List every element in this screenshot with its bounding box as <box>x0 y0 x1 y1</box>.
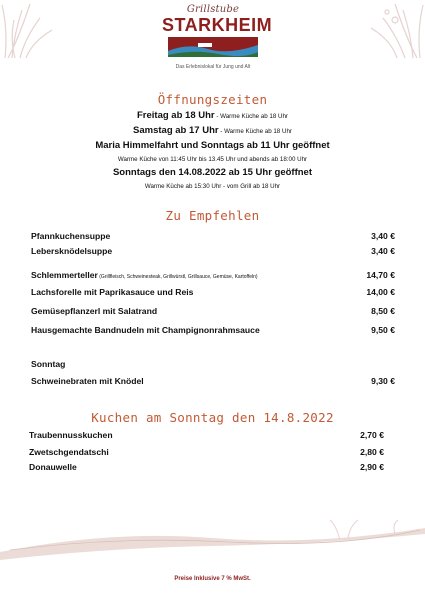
menu-item-name: Schlemmerteller <box>31 270 98 280</box>
hours-line <box>0 152 425 165</box>
logo <box>162 4 273 80</box>
cake-item-price: 2,90 € <box>360 462 384 472</box>
logo-top-text: Grillstube <box>186 4 240 15</box>
cake-heading: Kuchen am Sonntag den 14.8.2022 <box>91 410 334 425</box>
grass-decoration-left-icon <box>0 0 70 60</box>
cake-item-name: Traubennusskuchen <box>29 430 113 440</box>
menu-item-name: Hausgemachte Bandnudeln mit Champignonrahmsauce <box>31 325 260 335</box>
hours-line-small: Warme Küche von 11:45 Uhr bis 13.45 Uhr und abends ab 18:00 Uhr <box>117 156 308 163</box>
menu-item-name: Pfannkuchensuppe <box>31 231 111 241</box>
hours-line-main: Maria Himmelfahrt und Sonntags ab 11 Uhr geöffnet <box>95 140 330 151</box>
logo-landscape-icon <box>168 37 258 61</box>
hours-heading: Öffnungszeiten <box>157 92 268 107</box>
menu-item-name: Gemüsepflanzerl mit Salatrand <box>31 306 158 316</box>
menu-item-note: (Grillfleisch, Schweinesteak, Grillwürstl, Grillsauce, Gemüse, Kartoffeln) <box>97 274 258 280</box>
menu-item-name: Lebersknödelsuppe <box>31 246 113 256</box>
bottom-wave-decoration-icon <box>0 520 425 570</box>
menu-item-price: 14,70 € <box>366 270 395 280</box>
hours-line-main: Freitag ab 18 Uhr <box>137 110 215 121</box>
menu-item-price: 3,40 € <box>371 231 395 241</box>
menu-item-price: 9,50 € <box>371 325 395 335</box>
logo-tagline: Das Erlebnislokal für Jung und Alt <box>175 64 251 70</box>
cake-item-name: Donauwelle <box>29 462 77 472</box>
hours-line-small: Warme Küche ab 15:30 Uhr - vom Grill ab 18 Uhr <box>144 183 281 190</box>
logo-main-text: STARKHEIM <box>162 15 273 35</box>
hours-line <box>0 108 425 123</box>
hours-line-main: Samstag ab 17 Uhr <box>133 125 219 136</box>
hours-line <box>0 165 425 179</box>
hours-line <box>0 179 425 192</box>
menu-subheading-label: Sonntag <box>31 359 66 369</box>
hours-line-main: Sonntags den 14.08.2022 ab 15 Uhr geöffnet <box>112 167 313 178</box>
menu-item-price: 8,50 € <box>371 306 395 316</box>
cake-item-price: 2,80 € <box>360 447 384 457</box>
grass-decoration-right-icon <box>335 0 425 60</box>
cake-item-name: Zwetschgendatschi <box>29 447 109 457</box>
menu-item-price: 9,30 € <box>371 376 395 386</box>
menu-item-name: Schweinebraten mit Knödel <box>31 376 144 386</box>
menu-item-name-with-note <box>31 270 258 280</box>
menu-item-price: 14,00 € <box>366 287 395 297</box>
cake-item-price: 2,70 € <box>360 430 384 440</box>
hours-line-note: - Warme Küche ab 18 Uhr <box>214 113 288 120</box>
hours-line <box>0 138 425 152</box>
hours-line-note: - Warme Küche ab 18 Uhr <box>218 128 292 135</box>
hours-block <box>0 108 425 192</box>
footer-tax-note: Preise Inklusive 7 % MwSt. <box>174 576 251 582</box>
recommend-heading: Zu Empfehlen <box>165 208 260 223</box>
menu-item-name: Lachsforelle mit Paprikasauce und Reis <box>31 287 194 297</box>
hours-line <box>0 123 425 138</box>
menu-item-price: 3,40 € <box>371 246 395 256</box>
